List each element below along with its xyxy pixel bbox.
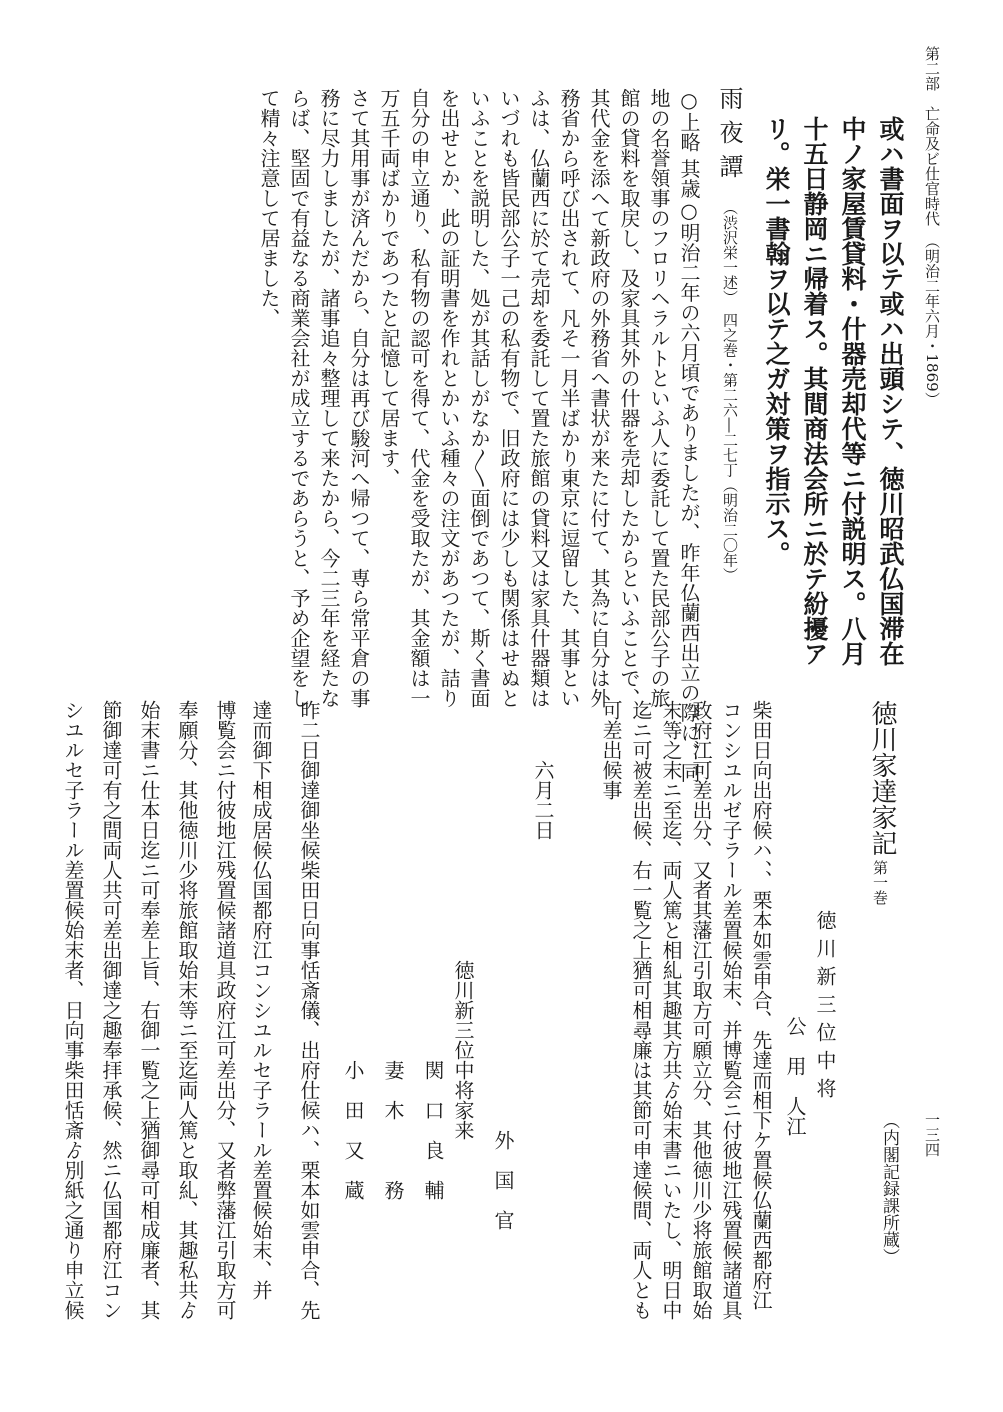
letter-date: 六月二日 bbox=[531, 760, 555, 840]
letter-line: 柴田日向出府候ハ、、栗本如雲申合、先達而相下ケ置候仏蘭西都府江 bbox=[749, 700, 773, 1310]
summary-line: 十五日静岡ニ帰着ス。其間商法会所ニ於テ紛擾ア bbox=[800, 116, 829, 666]
reply-line: 節御達可有之間両人共可差出御達之趣奉拝承候、然ニ仏国都府江コン bbox=[99, 700, 123, 1320]
body-line: 務省から呼び出されて、凡そ一月半ばかり東京に逗留した、其事とい bbox=[557, 88, 581, 708]
body-line: 務に尽力しましたが、諸事追々整理して来たから、今二三年を経たな bbox=[317, 88, 341, 708]
body-line: さて其用事が済んだから、自分は再び駿河へ帰つて、専ら常平倉の事 bbox=[347, 88, 371, 708]
body-line: いづれも皆民部公子一己の私有物で、旧政府には少しも関係はせぬと bbox=[497, 88, 521, 708]
reply-line: 博覧会ニ付彼地江残置候諸道具政府江可差出分、又者弊藩江引取方可 bbox=[213, 700, 237, 1320]
reply-line: シユルセ子ラール差置候始末者、日向事柴田恬斎ゟ別紙之通り申立候 bbox=[61, 700, 85, 1320]
letter-line: 迄ニ可被差出候、右一覧之上猶可相尋廉は其節可申達候間、両人とも bbox=[629, 700, 653, 1320]
page-number: 一三四 bbox=[923, 1112, 941, 1157]
letter-line: 末等之末ニ至迄、両人篤と相糺其趣其方共ゟ始末書ニいたし、明日中 bbox=[659, 700, 683, 1320]
volume-label: 第一巻 bbox=[871, 860, 889, 905]
reply-line: 昨二日御達御坐候柴田日向事恬斎儀、出府仕候ハ、栗本如雲申合、先 bbox=[297, 700, 321, 1320]
body-line: 館の貸料を取戻し、及家具其外の什器を売却したからといふことで、 bbox=[617, 88, 641, 708]
body-line: 地の名誉領事のフロリヘラルトといふ人に委託して置た民部公子の旅 bbox=[647, 88, 671, 708]
source-title: 雨夜譚 bbox=[715, 86, 743, 188]
reply-line: 達而御下相成居候仏国都府江コンシユルセ子ラール差置候始末、并 bbox=[249, 700, 273, 1300]
body-line: 其代金を添へて新政府の外務省へ書状が来たに付て、其為に自分は外 bbox=[587, 88, 611, 708]
sender: 外 国 官 bbox=[491, 1130, 515, 1230]
running-header: 第二部 亡命及ビ仕官時代 （明治二年六月・1869） bbox=[923, 46, 941, 407]
body-line: らば、堅固で有益なる商業会社が成立するであらうと、予め企望をし bbox=[287, 88, 311, 708]
body-line: ○上略 其歳○明治二年の六月頃でありましたが、昨年仏蘭西出立の際に、同 bbox=[677, 88, 701, 783]
addressee: 徳川新三位中将 bbox=[813, 910, 837, 1106]
source-attribution: （渋沢栄一述） 四之巻・第二六―二七丁（明治二〇年） bbox=[721, 200, 739, 583]
retainer-name: 妻 木 務 bbox=[381, 1060, 405, 1200]
addressee: 公 用 人江 bbox=[783, 1016, 807, 1136]
body-line: 万五千両ばかりであつたと記憶して居ます、 bbox=[377, 88, 401, 488]
document-title: 徳川家達家記 bbox=[867, 700, 897, 856]
body-line: を出せとか、此の証明書を作れとかいふ種々の注文があつたが、詰り bbox=[437, 88, 461, 708]
summary-line: 中ノ家屋賃貸料・什器売却代等ニ付説明ス。八月 bbox=[838, 116, 867, 666]
retainer-name: 関 口 良 輔 bbox=[421, 1060, 445, 1200]
reply-line: 奉願分、其他徳川少将旅館取始末等ニ至迄両人篤と取糺、其趣私共ゟ bbox=[175, 700, 199, 1320]
body-line: 自分の申立通り、私有物の認可を得て、代金を受取たが、其金額は一 bbox=[407, 88, 431, 708]
retainer-name: 小 田 又 蔵 bbox=[341, 1060, 365, 1200]
reply-line: 始末書ニ仕本日迄ニ可奉差上旨、右御一覧之上猶御尋可相成廉者、其 bbox=[137, 700, 161, 1320]
body-line: いふことを説明した、処が其話しがなか〳〵面倒であつて、斯く書面 bbox=[467, 88, 491, 708]
letter-line: 可差出候事 bbox=[599, 700, 623, 800]
body-line: て精々注意して居ました、 bbox=[257, 88, 281, 328]
letter-line: 政府江可差出分、又者其藩江引取方可願立分、其他徳川少将旅館取始 bbox=[689, 700, 713, 1320]
summary-line: リ。栄一書翰ヲ以テ之ガ対策ヲ指示ス。 bbox=[762, 116, 791, 566]
summary-line: 或ハ書面ヲ以テ或ハ出頭シテ、徳川昭武仏国滞在 bbox=[876, 116, 905, 666]
letter-line: コンシユルゼ子ラール差置候始末、并博覧会ニ付彼地江残置候諸道具 bbox=[719, 700, 743, 1320]
archive-label: （内閣記録課所蔵） bbox=[879, 1112, 899, 1265]
retainer-title: 徳川新三位中将家来 bbox=[451, 960, 475, 1140]
body-line: ふは、仏蘭西に於て売却を委託して置た旅館の貸料又は家具什器類は bbox=[527, 88, 551, 708]
